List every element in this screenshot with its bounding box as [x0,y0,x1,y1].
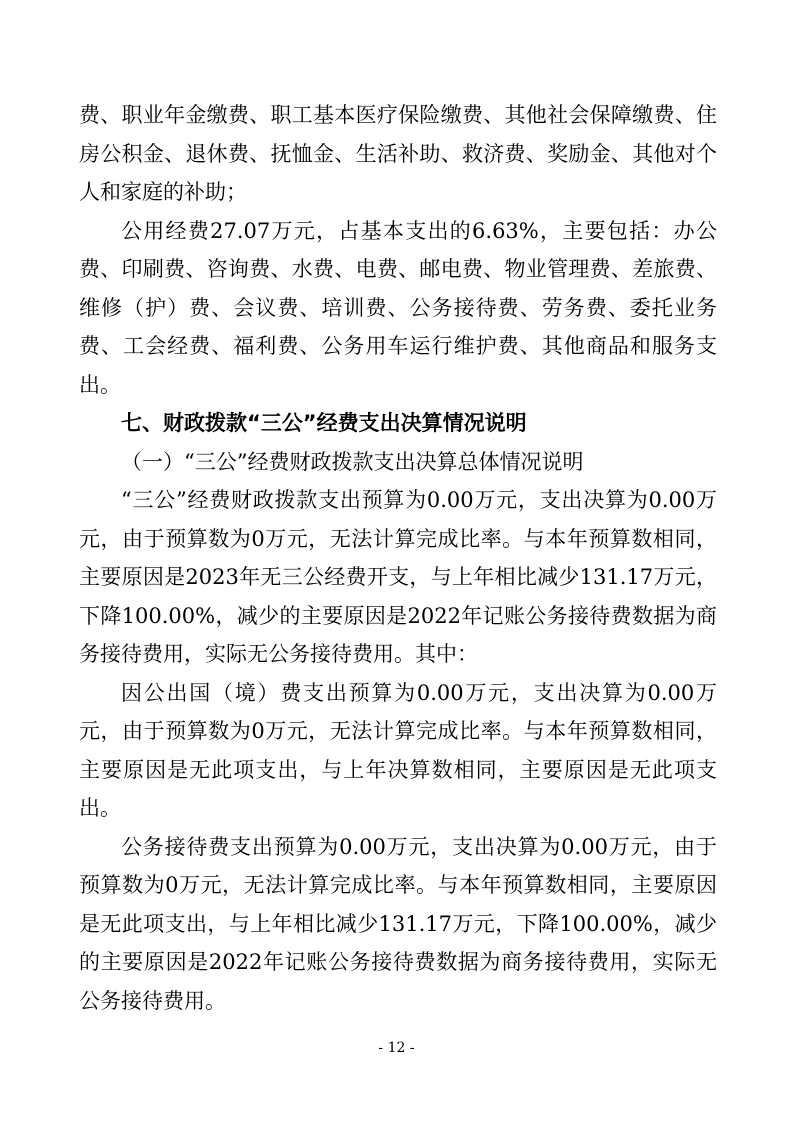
paragraph-three-public-overall: “三公”经费财政拨款支出预算为0.00万元，支出决算为0.00万元，由于预算数为0万元，无法计算完成比率。与本年预算数相同，主要原因是2023年无三公经费开支，与上年相比减少131.17万元，下降100.00%，减少的主要原因是2022年记账公务接待费数据为商务接待费用，实际无公务接待费用。其中： [79,488,717,666]
paragraph-public-expenses: 公用经费27.07万元，占基本支出的6.63%，主要包括：办公费、印刷费、咨询费、水费、电费、邮电费、物业管理费、差旅费、维修（护）费、会议费、培训费、公务接待费、劳务费、委托业务费、工会经费、福利费、公务用车运行维护费、其他商品和服务支出。 [79,218,717,397]
section-heading-three-public: 七、财政拨款“三公”经费支出决算情况说明 [121,411,527,435]
paragraph-overseas-travel: 因公出国（境）费支出预算为0.00万元，支出决算为0.00万元，由于预算数为0万元，无法计算完成比率。与本年预算数相同，主要原因是无此项支出，与上年决算数相同，主要原因是无此项支出。 [79,680,717,820]
paragraph-personnel-continued: 费、职业年金缴费、职工基本医疗保险缴费、其他社会保障缴费、住房公积金、退休费、抚恤金、生活补助、救济费、奖励金、其他对个人和家庭的补助； [79,103,717,204]
subsection-heading-overall: （一）“三公”经费财政拨款支出决算总体情况说明 [121,449,584,474]
page-number: - 12 - [378,1040,415,1056]
paragraph-official-reception: 公务接待费支出预算为0.00万元，支出决算为0.00万元，由于预算数为0万元，无法计算完成比率。与本年预算数相同，主要原因是无此项支出，与上年相比减少131.17万元，下降100.00%，减少的主要原因是2022年记账公务接待费数据为商务接待费用，实际无公务接待费用。 [79,834,717,1013]
body-text [79,96,717,1020]
